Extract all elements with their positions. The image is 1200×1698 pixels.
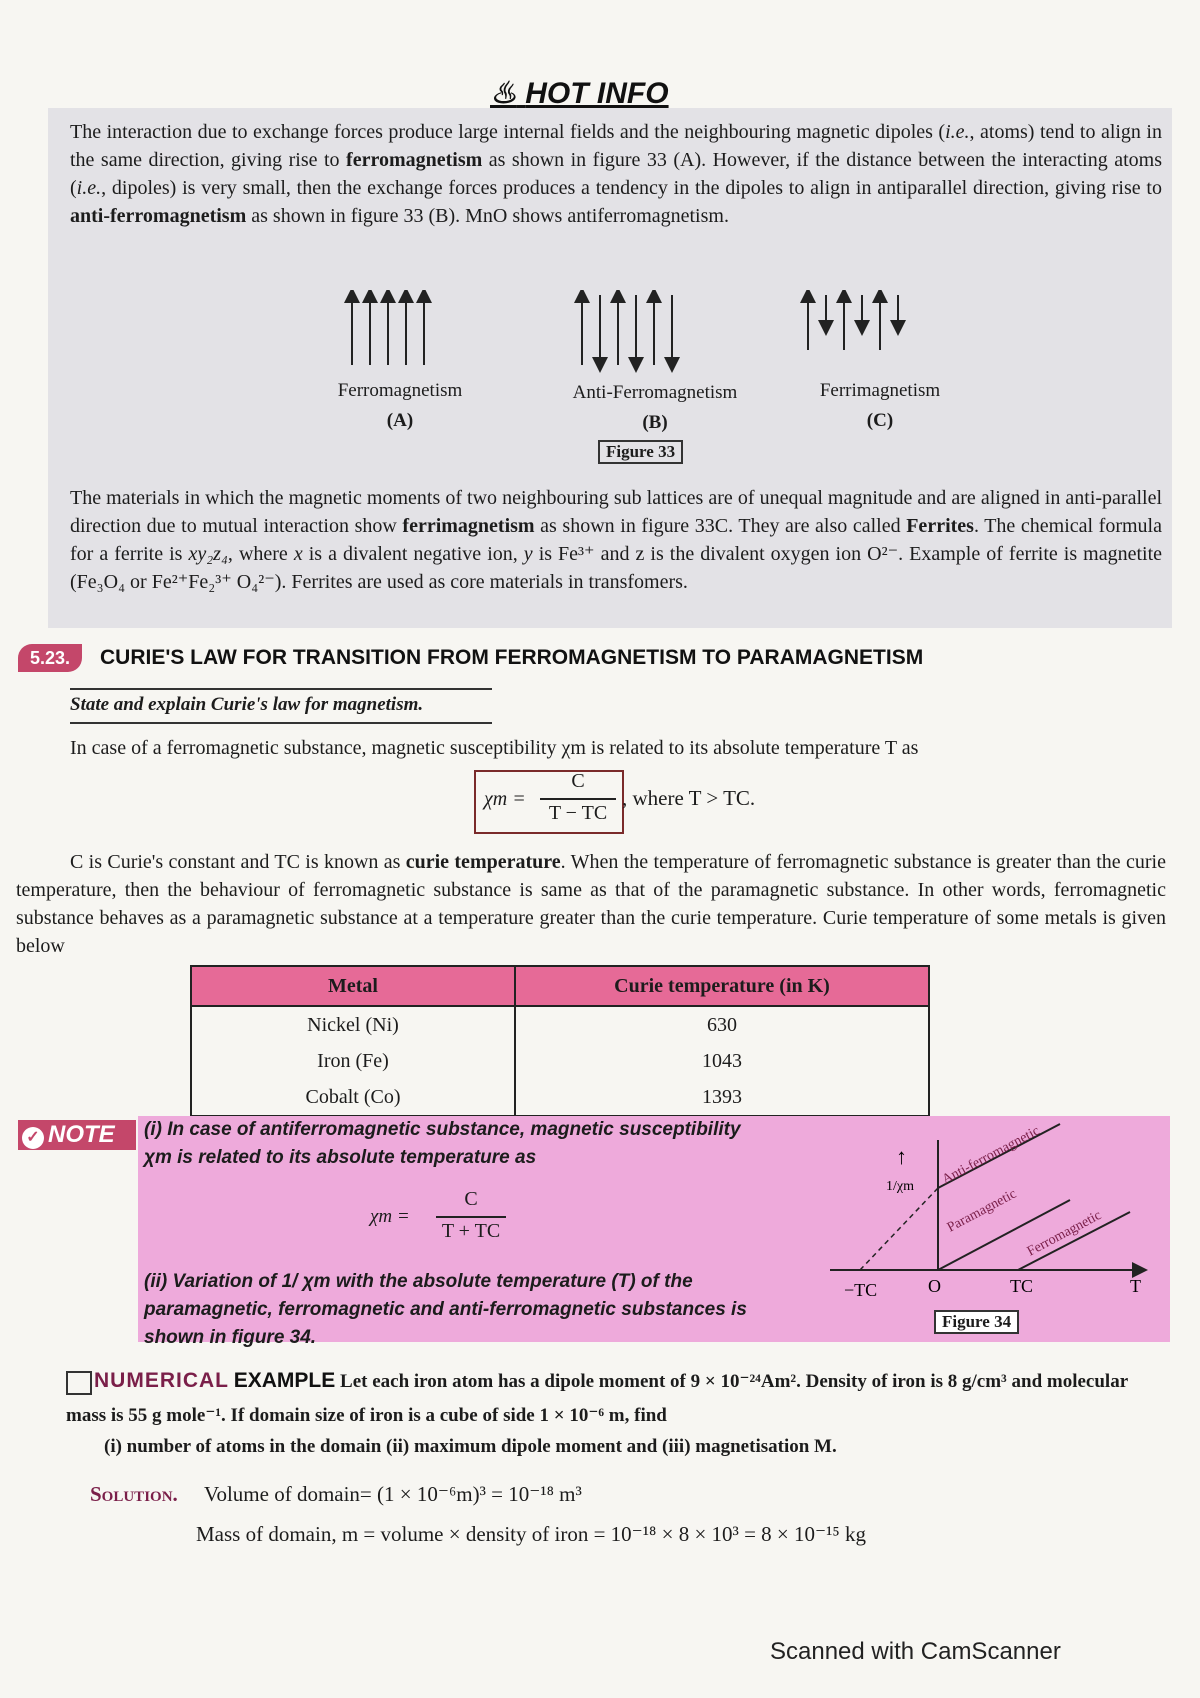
question-text: State and explain Curie's law for magnetism. bbox=[70, 694, 424, 715]
table-cell-temp: 1043 bbox=[515, 1043, 929, 1079]
note-tag: ✓ NOTE bbox=[18, 1120, 136, 1150]
table-cell-metal: Cobalt (Co) bbox=[191, 1079, 515, 1116]
fig33-label-b: (B) bbox=[642, 412, 668, 433]
table-cell-metal: Nickel (Ni) bbox=[191, 1006, 515, 1043]
hot-info-paragraph-2: The materials in which the magnetic moments of two neighbouring sub lattices are of unequal magnitude and are aligned in anti-parallel direction due to mutual interaction show ferrimagnetism as shown in figure 33C. They are also called Ferrites. The chemical formula for a ferrite is xy₂z₄, where x is a divalent negative ion, y is Fe³⁺ and z is the divalent oxygen ion O²⁻. Example of ferrite is magnetite (Fe₃O₄ or Fe²⁺Fe₂³⁺ O₄²⁻). Ferrites are used as core materials in transfomers. bbox=[70, 487, 1163, 593]
para-text: Paramagnetic bbox=[944, 1186, 1020, 1236]
intro-text: In case of a ferromagnetic substance, magnetic susceptibility χm is related to its absolute temperature T as bbox=[70, 737, 919, 759]
section-number: 5.23. bbox=[18, 644, 82, 672]
figure-34-graph bbox=[800, 1120, 1170, 1340]
figure-33-diagram bbox=[320, 290, 950, 390]
flame-icon: ♨ bbox=[490, 77, 517, 110]
question-rule-top bbox=[70, 688, 492, 690]
table-header-row bbox=[191, 966, 929, 1006]
solution-line-2: Mass of domain, m = volume × density of iron = 10⁻¹⁸ × 8 × 10³ = 8 × 10⁻¹⁵ kg bbox=[196, 1522, 866, 1546]
formula-numerator: C bbox=[571, 770, 585, 792]
antiferro-arrows bbox=[582, 295, 672, 365]
hot-info-paragraph-1: The interaction due to exchange forces produce large internal fields and the neighbouring magnetic dipoles (i.e., atoms) tend to align in the same direction, giving rise to ferromagnetism as shown in figure 33 (A). However, if the distance between the interacting atoms (i.e., dipoles) is very small, then the exchange forces produces a tendency in the dipoles to align in antiparallel direction, giving rise to anti-ferromagnetism as shown in figure 33 (B). MnO shows antiferromagnetism. bbox=[70, 121, 1162, 227]
origin-label: O bbox=[928, 1276, 941, 1296]
table-cell-temp: 1393 bbox=[515, 1079, 929, 1116]
table-row bbox=[191, 1079, 929, 1116]
formula-bar bbox=[540, 798, 616, 800]
fig33-caption-b: Anti-Ferromagnetism bbox=[572, 382, 738, 403]
note-icon: ✓ bbox=[22, 1127, 44, 1149]
table-header-metal: Metal bbox=[191, 966, 515, 1006]
formula-where: , where T > TC. bbox=[622, 786, 756, 810]
solution-line-1: Volume of domain= (1 × 10⁻⁶m)³ = 10⁻¹⁸ m³ bbox=[204, 1482, 582, 1506]
numerical-parts: (i) number of atoms in the domain (ii) maximum dipole moment and (iii) magnetisation M. bbox=[104, 1436, 837, 1457]
ferro-text: Ferromagnetic bbox=[1024, 1207, 1104, 1260]
anti-ferro-dashed bbox=[860, 1188, 938, 1270]
table-header-curie: Curie temperature (in K) bbox=[515, 966, 929, 1006]
note-line-3: (ii) Variation of 1/ χm with the absolute temperature (T) of the paramagnetic, ferromagnetic and anti-ferromagnetic substances is shown in figure 34. bbox=[144, 1271, 747, 1348]
formula-lhs: χm = bbox=[484, 788, 526, 810]
y-axis-arrow: ↑ bbox=[896, 1144, 907, 1169]
tc-label: TC bbox=[1010, 1276, 1034, 1296]
x-neg-label: −TC bbox=[844, 1280, 878, 1300]
ferro-arrows bbox=[352, 295, 424, 365]
anti-ferro-text: Anti-ferromagnetic bbox=[939, 1123, 1043, 1188]
figure-33-label: Figure 33 bbox=[598, 440, 683, 464]
section-title: CURIE'S LAW FOR TRANSITION FROM FERROMAGNETISM TO PARAMAGNETISM bbox=[100, 646, 924, 669]
question-rule-bottom bbox=[70, 722, 492, 724]
fig33-label-c: (C) bbox=[866, 410, 894, 431]
figure-34-label: Figure 34 bbox=[934, 1310, 1019, 1334]
solution-label: Solution. bbox=[90, 1482, 178, 1506]
section-header bbox=[18, 642, 1178, 676]
hot-info-title: ♨ HOT INFO bbox=[490, 77, 669, 110]
fig33-label-a: (A) bbox=[386, 410, 414, 431]
fig33-caption-c: Ferrimagnetism bbox=[819, 380, 941, 401]
numerical-example: NUMERICAL EXAMPLE Let each iron atom has a dipole moment of 9 × 10⁻²⁴Am². Density of iron is 8 g/cm³ and molecular mass is 55 g mole⁻¹. If domain size of iron is a cube of side 1 × 10⁻⁶ m, find bbox=[66, 1369, 1128, 1426]
note-line-2: χm is related to its absolute temperature as bbox=[144, 1147, 537, 1168]
table-row bbox=[191, 1043, 929, 1079]
curie-temperature-table bbox=[190, 965, 930, 1117]
table-row bbox=[191, 1006, 929, 1043]
numerical-icon bbox=[66, 1371, 92, 1395]
table-cell-temp: 630 bbox=[515, 1006, 929, 1043]
note-formula-lhs: χm = bbox=[370, 1206, 410, 1227]
ferri-arrows bbox=[808, 295, 898, 350]
note-line-1: (i) In case of antiferromagnetic substance, magnetic susceptibility bbox=[144, 1119, 741, 1140]
note-formula-denominator: T + TC bbox=[441, 1220, 501, 1242]
table-cell-metal: Iron (Fe) bbox=[191, 1043, 515, 1079]
y-axis-label: 1/χm bbox=[886, 1179, 914, 1194]
scanner-footer: Scanned with CamScanner bbox=[770, 1638, 1061, 1665]
fig33-caption-a: Ferromagnetism bbox=[337, 380, 463, 401]
x-axis-label: T bbox=[1130, 1276, 1141, 1296]
note-formula-numerator: C bbox=[464, 1188, 478, 1210]
formula-denominator: T − TC bbox=[548, 802, 608, 824]
curie-explanation: C is Curie's constant and TC is known as curie temperature. When the temperature of ferromagnetic substance is greater than the curie temperature, then the behaviour of ferromagnetic substance is same as that of the paramagnetic substance. In other words, ferromagnetic substance behaves as a paramagnetic substance at a temperature greater than the curie temperature. Curie temperature of some metals is given below bbox=[16, 851, 1166, 957]
note-formula-bar bbox=[436, 1216, 506, 1218]
